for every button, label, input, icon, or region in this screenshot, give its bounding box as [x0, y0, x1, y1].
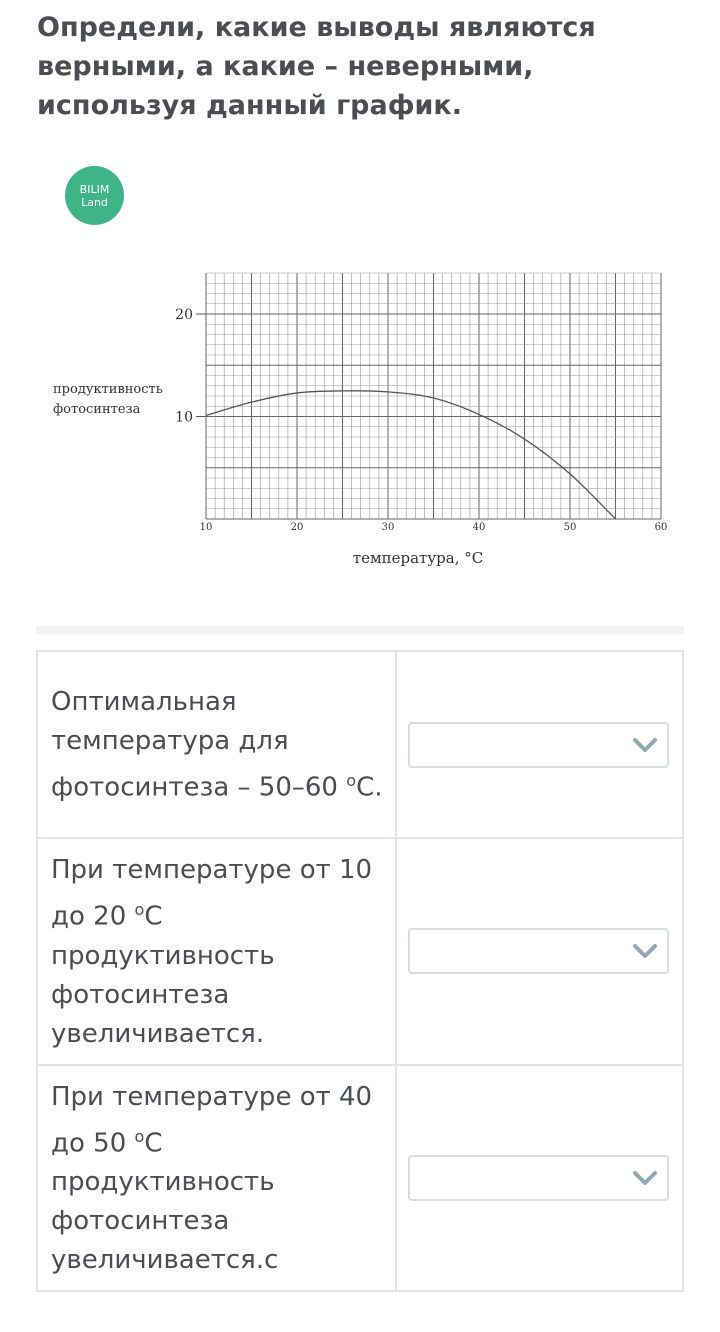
- logo-line-1: BILIM: [79, 182, 110, 196]
- statement-row: [37, 1065, 683, 1292]
- bilimland-logo: [65, 166, 124, 225]
- y-axis-label-line-2: фотосинтеза: [53, 402, 141, 417]
- x-tick-label: 50: [563, 522, 577, 533]
- x-tick-label: 40: [472, 522, 486, 533]
- statement-row: [37, 838, 683, 1065]
- statement-row: [37, 651, 683, 838]
- statement-tail: C продуктивность фотосинтеза увеличивается.с: [51, 1128, 279, 1276]
- statement-main: При температуре от 40 до 50: [51, 1081, 373, 1159]
- degree-mark: о: [346, 771, 357, 791]
- chevron-down-icon: [631, 941, 659, 961]
- answer-cell: [396, 838, 683, 1065]
- answer-dropdown[interactable]: [408, 1155, 669, 1201]
- statement-text: [37, 651, 396, 838]
- answer-cell: [396, 651, 683, 838]
- answer-dropdown[interactable]: [408, 722, 669, 768]
- chart-ticks: [175, 307, 667, 533]
- logo-line-2: Land: [81, 195, 108, 209]
- chevron-down-icon: [631, 735, 659, 755]
- section-divider: [36, 626, 684, 634]
- y-tick-label: 10: [175, 409, 193, 426]
- photosynthesis-curve: [206, 391, 616, 519]
- x-tick-label: 60: [654, 522, 668, 533]
- statement-tail: C продуктивность фотосинтеза увеличивается.: [51, 901, 275, 1049]
- statement-text: [37, 1065, 396, 1292]
- x-tick-label: 20: [290, 522, 304, 533]
- chart-grid: [206, 273, 661, 519]
- degree-mark: о: [134, 900, 145, 919]
- x-tick-label: 10: [199, 522, 213, 533]
- statement-tail: C.: [356, 772, 383, 803]
- chevron-down-icon: [631, 1168, 659, 1188]
- answer-dropdown[interactable]: [408, 928, 669, 974]
- y-tick-label: 20: [175, 307, 193, 323]
- y-axis-label-line-1: продуктивность: [53, 382, 163, 397]
- statement-main: Оптимальная температура для фотосинтеза – 50–60: [51, 687, 347, 803]
- x-axis-label: температура, °C: [352, 549, 484, 567]
- degree-mark: о: [134, 1126, 145, 1146]
- photosynthesis-chart: [0, 250, 720, 580]
- answer-cell: [396, 1065, 683, 1292]
- x-tick-label: 30: [381, 522, 395, 533]
- question-text: Определи, какие выводы являются верными, а какие – неверными, используя данный график.: [37, 12, 596, 121]
- statement-main: При температуре от 10 до 20: [51, 855, 373, 932]
- answer-table: [36, 650, 684, 1292]
- statement-text: [37, 838, 396, 1065]
